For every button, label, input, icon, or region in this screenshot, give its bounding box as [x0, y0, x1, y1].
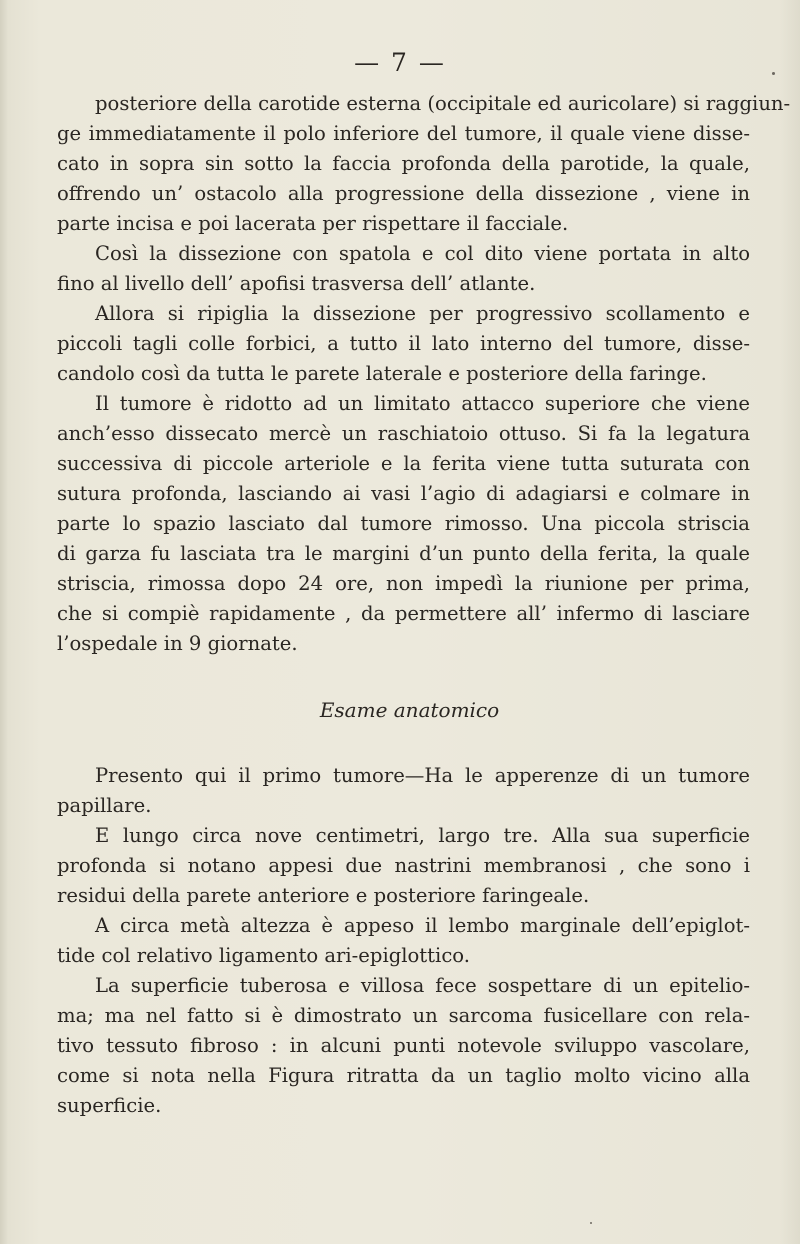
text-line: offrendo un’ ostacolo alla progressione della dissezione , viene in — [57, 182, 750, 205]
text-line: La superficie tuberosa e villosa fece sospettare di un epitelio- — [95, 974, 750, 997]
text-line: Il tumore è ridotto ad un limitato attacco superiore che viene — [95, 392, 750, 415]
page-number: — 7 — — [354, 48, 446, 77]
text-line: tivo tessuto fibroso : in alcuni punti notevole sviluppo vascolare, — [57, 1034, 750, 1057]
text-line: fino al livello dell’ apofisi trasversa dell’ atlante. — [57, 272, 536, 295]
text-line: posteriore della carotide esterna (occipitale ed auricolare) si raggiun- — [95, 92, 791, 115]
text-line: Presento qui il primo tumore—Ha le apperenze di un tumore — [95, 764, 750, 787]
text-line: parte lo spazio lasciato dal tumore rimosso. Una piccola striscia — [57, 512, 750, 535]
text-line: sutura profonda, lasciando ai vasi l’agio di adagiarsi e colmare in — [57, 482, 750, 505]
text-line: che si compiè rapidamente , da permettere all’ infermo di lasciare — [57, 602, 750, 625]
text-line: ma; ma nel fatto si è dimostrato un sarcoma fusicellare con rela- — [57, 1004, 750, 1027]
text-line: A circa metà altezza è appeso il lembo marginale dell’epiglot- — [95, 914, 750, 937]
text-line: tide col relativo ligamento ari-epiglottico. — [57, 944, 470, 967]
text-line: profonda si notano appesi due nastrini membranosi , che sono i — [57, 854, 750, 877]
text-line: come si nota nella Figura ritratta da un taglio molto vicino alla — [57, 1064, 750, 1087]
text-line: di garza fu lasciata tra le margini d’un punto della ferita, la quale — [57, 542, 750, 565]
text-line: superficie. — [57, 1094, 162, 1117]
text-before-heading — [57, 89, 791, 659]
text-line: ge immediatamente il polo inferiore del tumore, il quale viene disse- — [57, 122, 750, 145]
text-line: papillare. — [57, 794, 152, 817]
text-line: cato in sopra sin sotto la faccia profonda della parotide, la quale, — [57, 152, 750, 175]
paper-speck — [772, 72, 775, 75]
section-heading: Esame anatomico — [319, 698, 500, 722]
text-line: piccoli tagli colle forbici, a tutto il lato interno del tumore, disse- — [57, 332, 750, 355]
text-line: anch’esso dissecato mercè un raschiatoio ottuso. Si fa la legatura — [57, 422, 750, 445]
text-line: successiva di piccole arteriole e la ferita viene tutta suturata con — [57, 452, 750, 475]
text-line: residui della parete anteriore e posteriore faringeale. — [57, 884, 590, 907]
text-after-heading — [57, 761, 750, 1121]
text-line: Così la dissezione con spatola e col dito viene portata in alto — [95, 242, 750, 265]
text-line: candolo così da tutta le parete laterale e posteriore della faringe. — [57, 362, 707, 385]
text-line: l’ospedale in 9 giornate. — [57, 632, 298, 655]
body-text — [57, 89, 791, 1121]
paper-speck — [590, 1222, 592, 1224]
text-line: striscia, rimossa dopo 24 ore, non impedì la riunione per prima, — [57, 572, 750, 595]
text-line: parte incisa e poi lacerata per rispettare il facciale. — [57, 212, 569, 235]
text-line: Allora si ripiglia la dissezione per progressivo scollamento e — [95, 302, 750, 325]
text-line: E lungo circa nove centimetri, largo tre. Alla sua superficie — [95, 824, 750, 847]
